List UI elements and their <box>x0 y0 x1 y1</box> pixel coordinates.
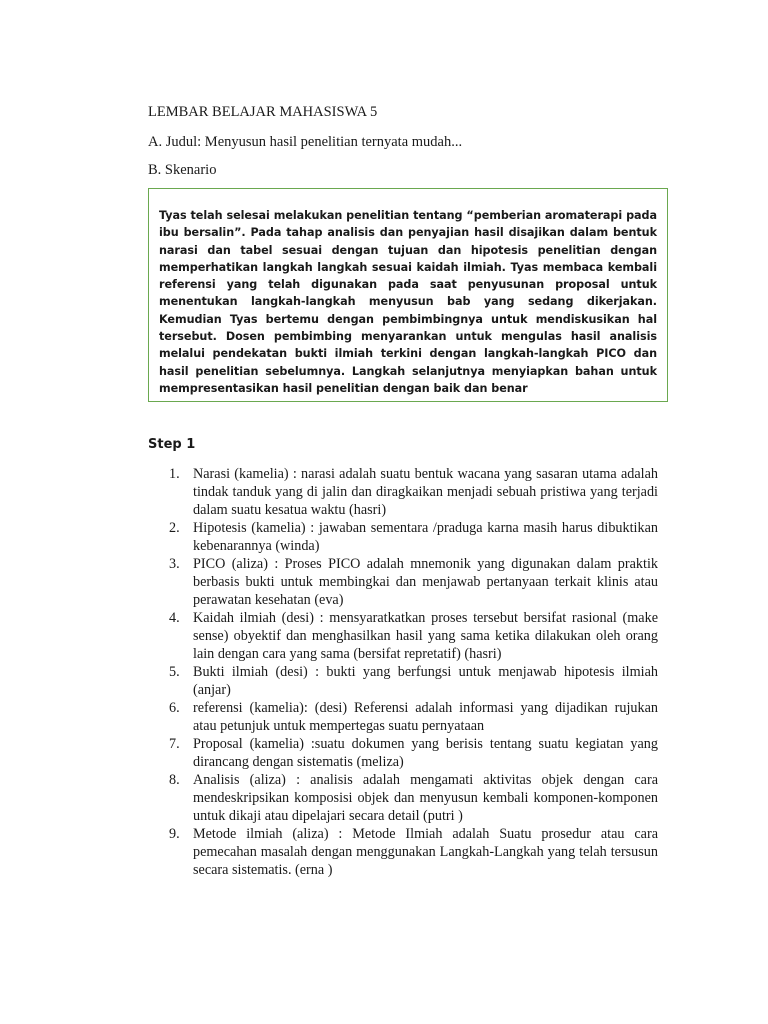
list-item-text: Narasi (kamelia) : narasi adalah suatu bentuk wacana yang sasaran utama adalah tindak tanduk yang di jalin dan diragkaikan menjadi sebuah pristiwa yang terjadi dalam suatu kesatua waktu (hasri) <box>193 466 658 518</box>
list-item-number: 8. <box>169 772 180 788</box>
list-item-number: 4. <box>169 610 180 626</box>
list-item-text: Bukti ilmiah (desi) : bukti yang berfungsi untuk menjawab hipotesis ilmiah (anjar) <box>193 664 658 698</box>
list-item-number: 1. <box>169 466 180 482</box>
list-item-text: Kaidah ilmiah (desi) : mensyaratkatkan proses tersebut bersifat rasional (make sense) obyektif dan menghasilkan hasil yang sama ketika dilakukan oleh orang lain dengan cara yang sama (bersifat repretatif) (hasri) <box>193 610 658 662</box>
skenario-heading: B. Skenario <box>148 162 217 178</box>
step-heading: Step 1 <box>148 437 196 452</box>
list-item-number: 5. <box>169 664 180 680</box>
list-item-text: PICO (aliza) : Proses PICO adalah mnemonik yang digunakan dalam praktik berbasis bukti untuk membingkai dan menjawab pertanyaan terkait klinis atau perawatan kesehatan (eva) <box>193 556 658 608</box>
judul-line: A. Judul: Menyusun hasil penelitian ternyata mudah... <box>148 134 463 150</box>
list-item-number: 6. <box>169 700 180 716</box>
list-item <box>148 555 658 609</box>
list-item <box>148 735 658 771</box>
list-item-text: Proposal (kamelia) :suatu dokumen yang berisis tentang suatu kegiatan yang dirancang dengan sistematis (meliza) <box>193 736 658 770</box>
document-title: LEMBAR BELAJAR MAHASISWA 5 <box>148 104 378 120</box>
list-item <box>148 663 658 699</box>
list-item <box>148 465 658 519</box>
step-list <box>148 465 658 879</box>
list-item-text: Analisis (aliza) : analisis adalah mengamati aktivitas objek dengan cara mendeskripsikan komposisi objek dan menyusun kembali komponen-komponen untuk dikaji atau dipelajari secara detail (putri ) <box>193 772 658 824</box>
list-item-text: referensi (kamelia): (desi) Referensi adalah informasi yang dijadikan rujukan atau petunjuk untuk mempertegas suatu pernyataan <box>193 700 658 734</box>
list-item-number: 7. <box>169 736 180 752</box>
list-item-text: Hipotesis (kamelia) : jawaban sementara /praduga karna masih harus dibuktikan kebenarannya (winda) <box>193 520 658 554</box>
list-item <box>148 699 658 735</box>
list-item-text: Metode ilmiah (aliza) : Metode Ilmiah adalah Suatu prosedur atau cara pemecahan masalah dengan menggunakan Langkah-Langkah yang telah tersusun secara sistematis. (erna ) <box>193 826 658 878</box>
scenario-box <box>148 188 668 402</box>
list-item <box>148 825 658 879</box>
list-item-number: 3. <box>169 556 180 572</box>
list-item <box>148 519 658 555</box>
list-item <box>148 771 658 825</box>
scenario-text: Tyas telah selesai melakukan peneliti̇an tentang “pemberian aromaterapi pada ibu bersalin”. Pada tahap analisis dan penyajian hasil disajikan dalam bentuk narasi dan tabel sesuai dengan tujuan dan hipotesis peneliti̇an dengan memperhati̇kan langkah langkah sesuai kaidah ilmiah. Tyas membaca kembali referensi yang telah digunakan pada saat penyusunan proposal untuk menentukan langkah-langkah menyusun bab yang sedang dikerjakan. Kemudian Tyas bertemu dengan pembimbingnya untuk mendiskusikan hal tersebut. Dosen pembimbing menyarankan untuk mengulas hasil analisis melalui pendekatan bukti̇ ilmiah terkini dengan langkah-langkah PICO dan hasil peneliti̇an sebelumnya. Langkah selanjutnya menyiapkan bahan untuk mempresentasikan hasil peneliti̇an dengan baik dan benar <box>159 209 657 395</box>
list-item-number: 9. <box>169 826 180 842</box>
list-item <box>148 609 658 663</box>
list-item-number: 2. <box>169 520 180 536</box>
